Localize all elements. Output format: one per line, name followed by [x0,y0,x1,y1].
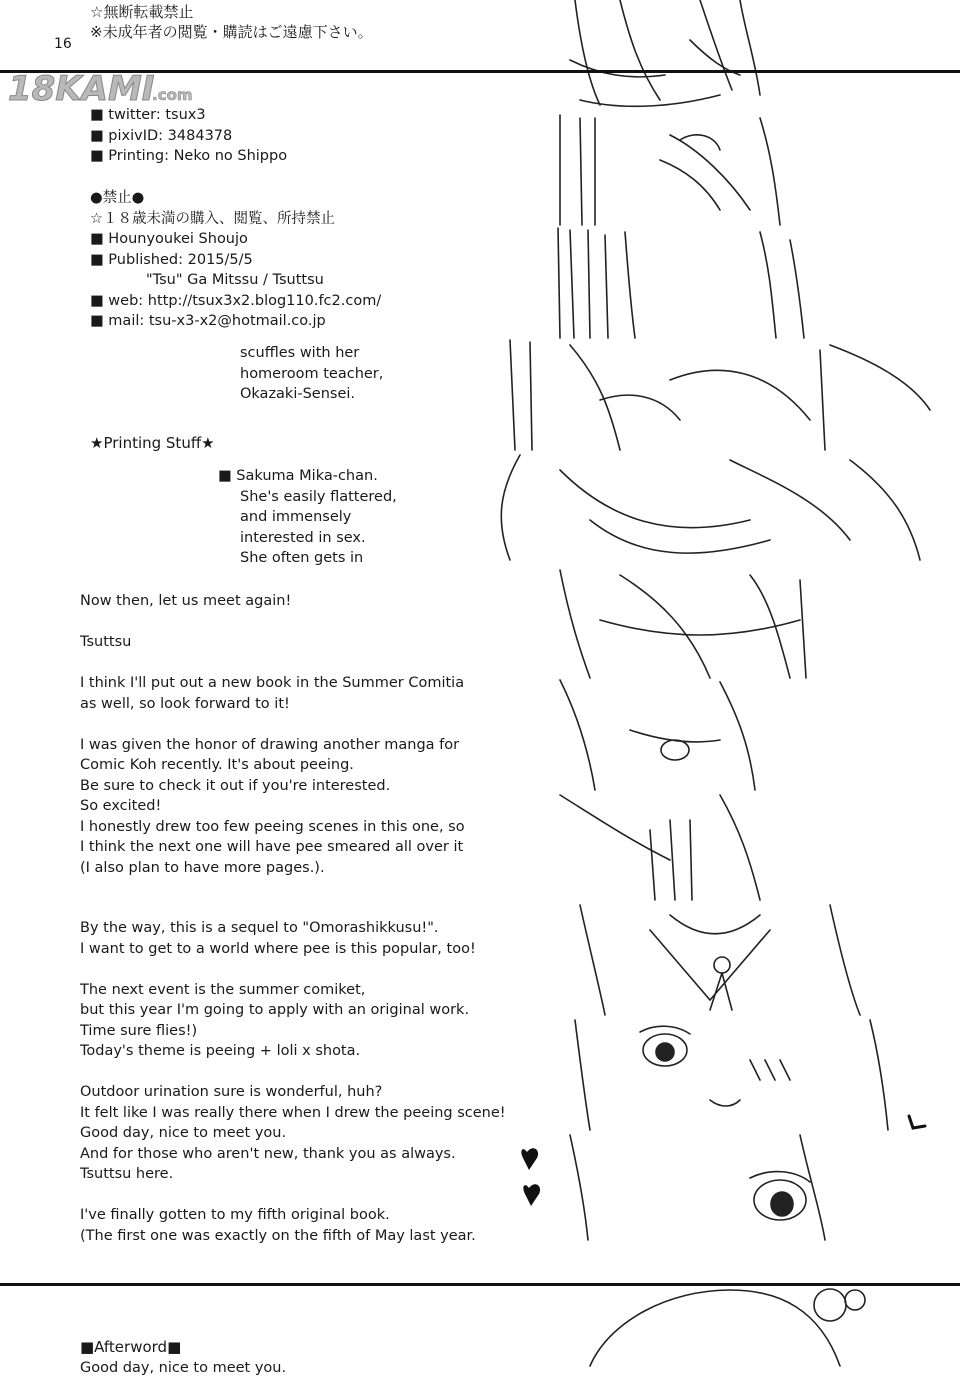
desc-line: scuffles with her [240,345,360,361]
notice-line: ※未成年者の閲覧・購読はご遠慮下さい。 [90,23,373,41]
text-line [80,653,465,674]
text-line: I honestly drew too few peeing scenes in this one, so [80,818,465,835]
top-notice [90,2,373,42]
text-line [80,714,465,735]
svg-text:18KAMI: 18KAMI [8,69,155,109]
divider-line [0,1283,960,1286]
character-desc-top [240,343,383,405]
colophon-line: ●禁止● [90,190,145,206]
text-line: By the way, this is a sequel to "Omorashikkusu!". [80,920,439,936]
afterword-heading: ■Afterword■ [80,1338,182,1356]
text-line: I think I'll put out a new book in the Summer Comitia [80,675,465,691]
text-line [80,1062,506,1083]
desc-line: She often gets in [240,550,364,566]
text-line: as well, so look forward to it! [80,695,290,712]
text-line: So excited! [80,798,162,814]
text-line: I've finally gotten to my fifth original book. [80,1207,390,1223]
watermark-logo [6,64,202,110]
colophon-line: ■ twitter: tsux3 [90,107,206,123]
text-line: but this year I'm going to apply with an original work. [80,1002,470,1018]
desc-line: and immensely [240,509,352,525]
text-line: The next event is the summer comiket, [80,981,366,998]
svg-text:.com: .com [152,86,193,104]
text-line: Good day, nice to meet you. [80,1360,287,1376]
notice-line: ☆無断転載禁止 [90,3,194,21]
text-line: I was given the honor of drawing another manga for [80,736,460,753]
colophon-line: ■ mail: tsu-x3-x2@hotmail.co.jp [90,313,326,329]
colophon-block-b [90,188,381,338]
afterword-block-1 [80,591,465,901]
text-line: Good day, nice to meet you. [80,1125,287,1141]
text-line: Be sure to check it out if you're interested. [80,777,391,794]
text-line [80,612,465,633]
text-line [80,959,506,980]
text-line: Tsuttsu here. [80,1166,174,1182]
colophon-line: "Tsu" Ga Mitssu / Tsuttsu [146,272,324,288]
text-line: (The first one was exactly on the fifth of May last year. [80,1227,476,1244]
text-line: I want to get to a world where pee is this popular, too! [80,940,476,957]
desc-line: Okazaki-Sensei. [240,386,356,402]
text-line: Comic Koh recently. It's about peeing. [80,757,354,773]
text-line: It felt like I was really there when I drew the peeing scene! [80,1104,506,1121]
colophon-line: ■ pixivID: 3484378 [90,127,233,144]
desc-line: She's easily flattered, [240,488,397,505]
text-line: Outdoor urination sure is wonderful, huh? [80,1084,383,1100]
afterword-cut-line [80,1358,287,1376]
page-number: 16 [54,36,72,52]
text-line: Tsuttsu [80,634,132,650]
colophon-line: ■ Hounyoukei Shoujo [90,231,248,247]
afterword-block-2 [80,918,506,1246]
text-line: And for those who aren't new, thank you as always. [80,1145,456,1162]
desc-line: ■ Sakuma Mika-chan. [218,468,378,484]
colophon-line: ■ Printing: Neko no Shippo [90,148,288,164]
text-line: I think the next one will have pee smeared all over it [80,839,464,855]
colophon-block-a [90,105,287,169]
colophon-line: ☆１８歳未満の購入、閲覧、所持禁止 [90,210,335,227]
colophon-line: ■ web: http://tsux3x2.blog110.fc2.com/ [90,292,382,309]
desc-line: interested in sex. [240,529,366,546]
text-line: Time sure flies!) [80,1022,198,1039]
character-desc-bottom [218,466,397,566]
heart-icon [515,1140,575,1210]
text-line: Today's theme is peeing + loli x shota. [80,1043,361,1059]
desc-line: homeroom teacher, [240,365,384,382]
colophon-line: ■ Published: 2015/5/5 [90,251,253,268]
heart-icon [905,1112,929,1132]
text-line: (I also plan to have more pages.). [80,859,325,876]
printing-heading: ★Printing Stuff★ [90,434,215,452]
text-line: Now then, let us meet again! [80,593,292,609]
text-line [80,1185,506,1206]
